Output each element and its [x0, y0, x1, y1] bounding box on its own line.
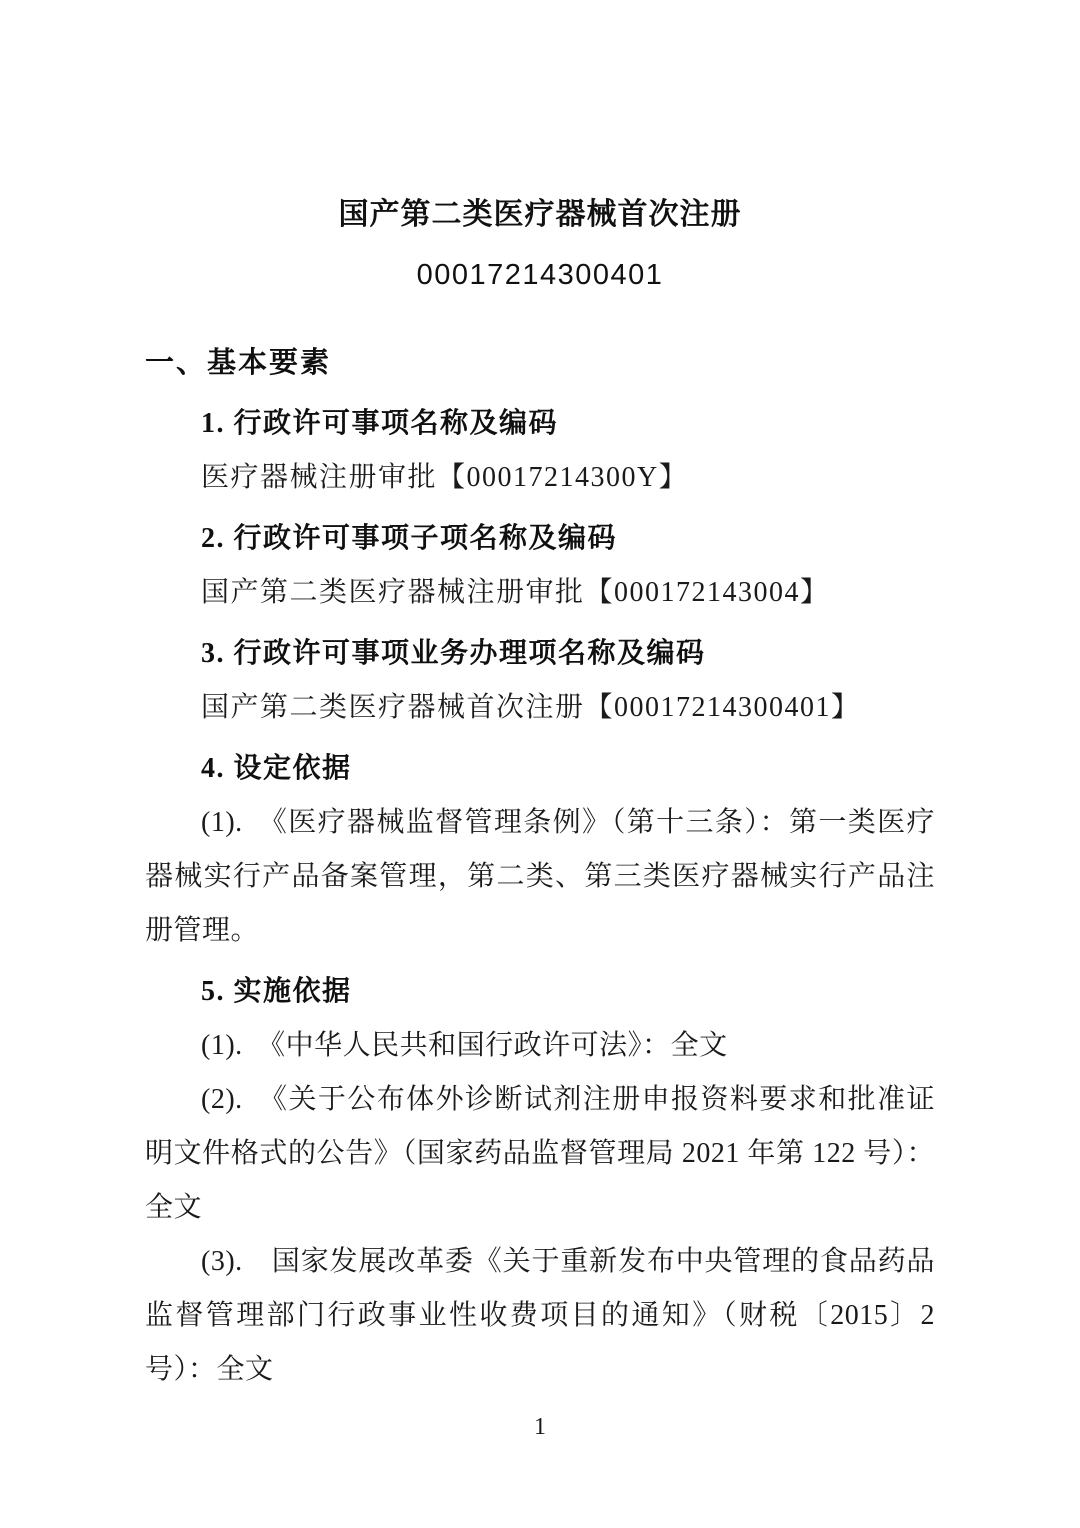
item-5-heading: 5. 实施依据 — [201, 976, 352, 1007]
item-1-value: 医疗器械注册审批【00017214300Y】 — [201, 462, 689, 493]
item-2-value: 国产第二类医疗器械注册审批【000172143004】 — [201, 577, 830, 608]
item-5-basis-paragraph-2: (2). 《关于公布体外诊断试剂注册申报资料要求和批准证明文件格式的公告》（国家药品监督管理局 2021 年第 122 号）：全文 — [145, 1084, 935, 1223]
item-2 — [145, 512, 935, 620]
item-3-value: 国产第二类医疗器械首次注册【00017214300401】 — [201, 692, 861, 723]
item-4-heading: 4. 设定依据 — [201, 753, 352, 784]
item-3 — [145, 627, 935, 735]
item-5 — [145, 965, 935, 1397]
item-1-heading: 1. 行政许可事项名称及编码 — [201, 408, 559, 439]
item-3-heading: 3. 行政许可事项业务办理项名称及编码 — [201, 638, 706, 669]
item-2-heading: 2. 行政许可事项子项名称及编码 — [201, 523, 618, 554]
section-heading-basic-elements: 一、基本要素 — [145, 347, 332, 379]
item-5-basis-paragraph-3: (3). 国家发展改革委《关于重新发布中央管理的食品药品监督管理部门行政事业性收费项目的通知》（财税〔2015〕2 号）：全文 — [145, 1246, 935, 1385]
page-number: 1 — [534, 1414, 546, 1440]
item-4-basis-paragraph-1: (1). 《医疗器械监督管理条例》（第十三条）：第一类医疗器械实行产品备案管理，第二类、第三类医疗器械实行产品注册管理。 — [145, 807, 935, 946]
document-title: 国产第二类医疗器械首次注册 — [338, 198, 742, 231]
item-1 — [145, 397, 935, 505]
document-code: 00017214300401 — [416, 259, 664, 291]
item-5-basis-paragraph-1: (1). 《中华人民共和国行政许可法》：全文 — [201, 1030, 728, 1061]
item-4 — [145, 742, 935, 958]
